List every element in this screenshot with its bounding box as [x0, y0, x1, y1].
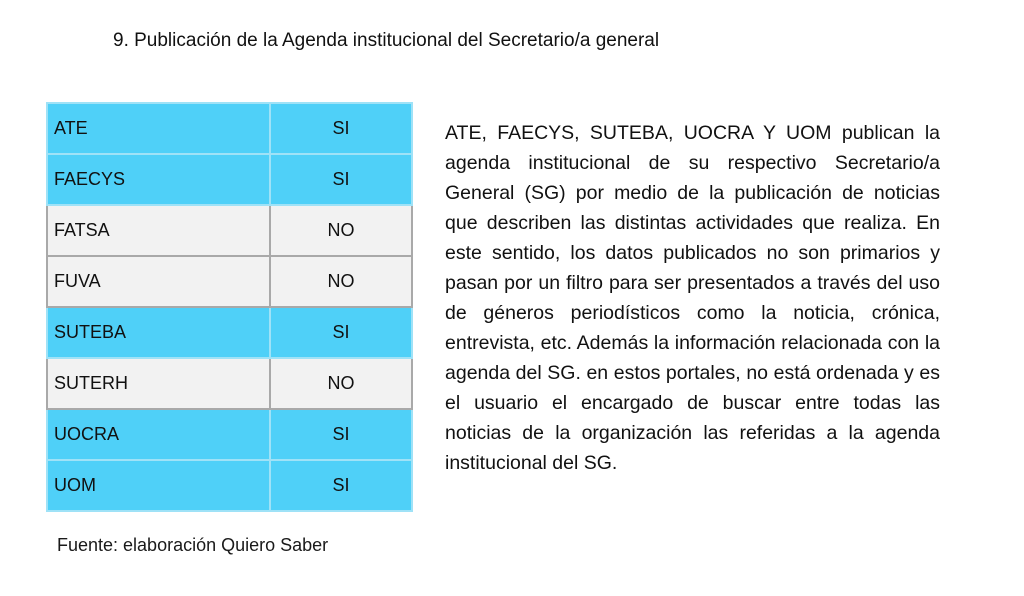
org-name-cell: SUTERH — [47, 358, 270, 409]
table-row — [47, 205, 412, 256]
description-paragraph: ATE, FAECYS, SUTEBA, UOCRA Y UOM publican la agenda institucional de su respectivo Secretario/a General (SG) por medio de la publicación de noticias que describen las distintas actividades que realiza. En este sentido, los datos publicados no son primarios y pasan por un filtro para ser presentados a través del uso de géneros periodísticos como la noticia, crónica, entrevista, etc. Además la información relacionada con la agenda del SG. en estos portales, no está ordenada y es el usuario el encargado de buscar entre todas las noticias de la organización las referidas a la agenda institucional del SG. — [445, 122, 940, 474]
org-name-cell: FATSA — [47, 205, 270, 256]
table-row — [47, 307, 412, 358]
table-row — [47, 460, 412, 511]
table-row — [47, 103, 412, 154]
publication-value-cell: SI — [270, 103, 412, 154]
org-name-cell: FUVA — [47, 256, 270, 307]
publication-value-cell: SI — [270, 409, 412, 460]
publication-table-container — [46, 102, 413, 512]
publication-value-cell: SI — [270, 154, 412, 205]
publication-value-cell: NO — [270, 205, 412, 256]
org-name-cell: UOM — [47, 460, 270, 511]
publication-value-cell: NO — [270, 256, 412, 307]
table-source-caption: Fuente: elaboración Quiero Saber — [57, 535, 329, 555]
publication-value-cell: NO — [270, 358, 412, 409]
table-row — [47, 256, 412, 307]
org-name-cell: FAECYS — [47, 154, 270, 205]
table-row — [47, 409, 412, 460]
section-heading: 9. Publicación de la Agenda institucional del Secretario/a general — [113, 30, 660, 51]
publication-value-cell: SI — [270, 460, 412, 511]
org-name-cell: ATE — [47, 103, 270, 154]
org-name-cell: SUTEBA — [47, 307, 270, 358]
publication-table — [46, 102, 413, 512]
table-row — [47, 154, 412, 205]
org-name-cell: UOCRA — [47, 409, 270, 460]
publication-value-cell: SI — [270, 307, 412, 358]
table-row — [47, 358, 412, 409]
